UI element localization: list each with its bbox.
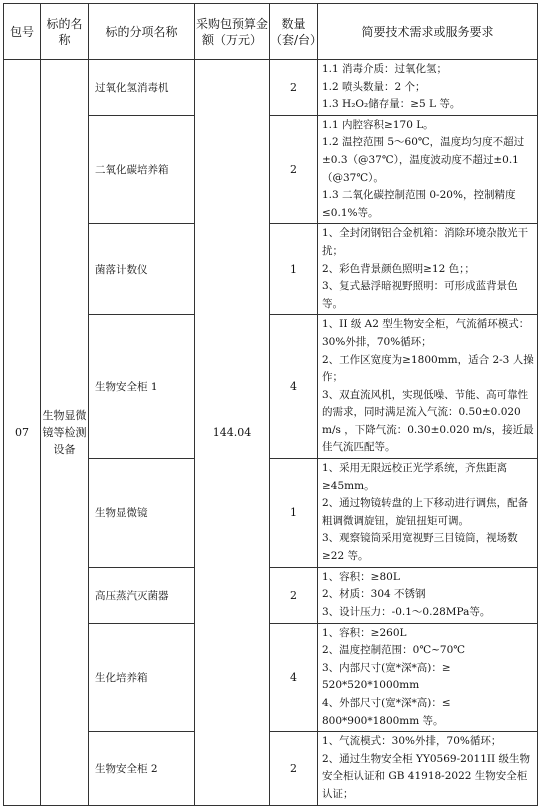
- requirement-line: 2、彩色背景颜色照明≥12 色；；: [322, 262, 475, 275]
- item-name: 生物安全柜 2: [89, 732, 195, 805]
- item-requirements: [318, 60, 538, 116]
- requirement-line: 1、气流模式：30%外排，70%循环；: [322, 735, 502, 748]
- requirement-line: 1.2 喷头数量：2 个；: [322, 80, 426, 93]
- item-quantity: 2: [270, 60, 318, 116]
- item-quantity: 2: [270, 567, 318, 623]
- requirement-line: 1.1 消毒介质：过氧化氢；: [322, 63, 448, 75]
- package-number: 07: [4, 60, 41, 806]
- requirement-line: 2、通过生物安全柜 YY0569-2011II 级生物安全柜认证和 GB 41918-2022 生物安全柜认证；: [322, 752, 531, 800]
- table-row: [4, 60, 538, 116]
- item-requirements: [318, 315, 538, 459]
- item-requirements: [318, 115, 538, 224]
- requirement-line: 3、内部尺寸(宽*深*高)：≥ 520*520*1000mm: [322, 661, 451, 692]
- header-title: 标的名称: [41, 4, 89, 60]
- header-requirements: 简要技术需求或服务要求: [318, 4, 538, 60]
- budget-amount: 144.04: [195, 60, 270, 806]
- item-requirements: [318, 459, 538, 568]
- item-name: 过氧化氢消毒机: [89, 60, 195, 116]
- requirement-line: 3、复式悬浮暗视野照明：可形成蓝背景色等。: [322, 280, 518, 310]
- item-requirements: [318, 567, 538, 623]
- item-name: 菌落计数仪: [89, 224, 195, 315]
- item-requirements: [318, 732, 538, 805]
- requirement-line: 1.2 温控范围 5～60℃，温度均匀度不超过±0.3（@37℃），温度波动度不超过±0.1（@37℃）。: [322, 136, 525, 184]
- requirement-line: 1、II 级 A2 型生物安全柜，气流循环模式：30%外排，70%循环；: [322, 318, 530, 348]
- requirement-line: 1、全封闭钢铝合金机箱：消除环境杂散光干扰；: [322, 227, 529, 257]
- requirement-line: 3、设计压力：-0.1～0.28MPa等。: [322, 605, 491, 618]
- requirement-line: 2、通过物镜转盘的上下移动进行调焦，配备粗调微调旋钮，旋钮扭矩可调。: [322, 497, 529, 527]
- requirement-line: 1、容积：≥80L: [322, 570, 400, 583]
- requirement-line: 1、采用无限远校正光学系统，齐焦距离≥45mm。: [322, 462, 508, 492]
- header-budget: 采购包预算金额（万元）: [195, 4, 270, 60]
- requirement-line: 1.1 内腔容积≥170 L。: [322, 118, 434, 131]
- item-quantity: 4: [270, 315, 318, 459]
- package-title: 生物显微镜等检测设备: [41, 60, 89, 806]
- item-quantity: 1: [270, 224, 318, 315]
- item-quantity: 2: [270, 732, 318, 805]
- item-name: 生物安全柜 1: [89, 315, 195, 459]
- procurement-table: [3, 3, 538, 806]
- requirement-line: 1.3 二氧化碳控制范围 0-20%，控制精度≤0.1%等。: [322, 189, 516, 219]
- requirement-line: 1、容积：≥260L: [322, 626, 407, 639]
- requirement-line: 2、材质：304 不锈钢: [322, 588, 426, 601]
- requirement-line: 3、观察镜筒采用宽视野三目镜筒，视场数≥22 等。: [322, 532, 518, 563]
- requirement-line: 2、工作区宽度为≥1800mm，适合 2-3 人操作；: [322, 353, 534, 384]
- header-package: 包号: [4, 4, 41, 60]
- header-row: [4, 4, 538, 60]
- item-requirements: [318, 623, 538, 732]
- item-quantity: 2: [270, 115, 318, 224]
- header-item: 标的分项名称: [89, 4, 195, 60]
- requirement-line: 2、温度控制范围：0℃~70℃: [322, 644, 466, 657]
- item-name: 二氧化碳培养箱: [89, 115, 195, 224]
- requirement-line: 1.3 H₂O₂储存量：≥5 L 等。: [322, 98, 461, 111]
- item-quantity: 4: [270, 623, 318, 732]
- header-quantity: 数量（套/台）: [270, 4, 318, 60]
- requirement-line: 3、双直流风机，实现低噪、节能、高可靠性的需求，同时满足流入气流：0.50±0.020 m/s ，下降气流：0.30±0.020 m/s，接近最佳气流匹配等。: [322, 388, 534, 454]
- item-requirements: [318, 224, 538, 315]
- item-name: 生物显微镜: [89, 459, 195, 568]
- item-name: 生化培养箱: [89, 623, 195, 732]
- requirement-line: 4、外部尺寸(宽*深*高)：≤ 800*900*1800mm 等。: [322, 697, 451, 727]
- item-name: 高压蒸汽灭菌器: [89, 567, 195, 623]
- item-quantity: 1: [270, 459, 318, 568]
